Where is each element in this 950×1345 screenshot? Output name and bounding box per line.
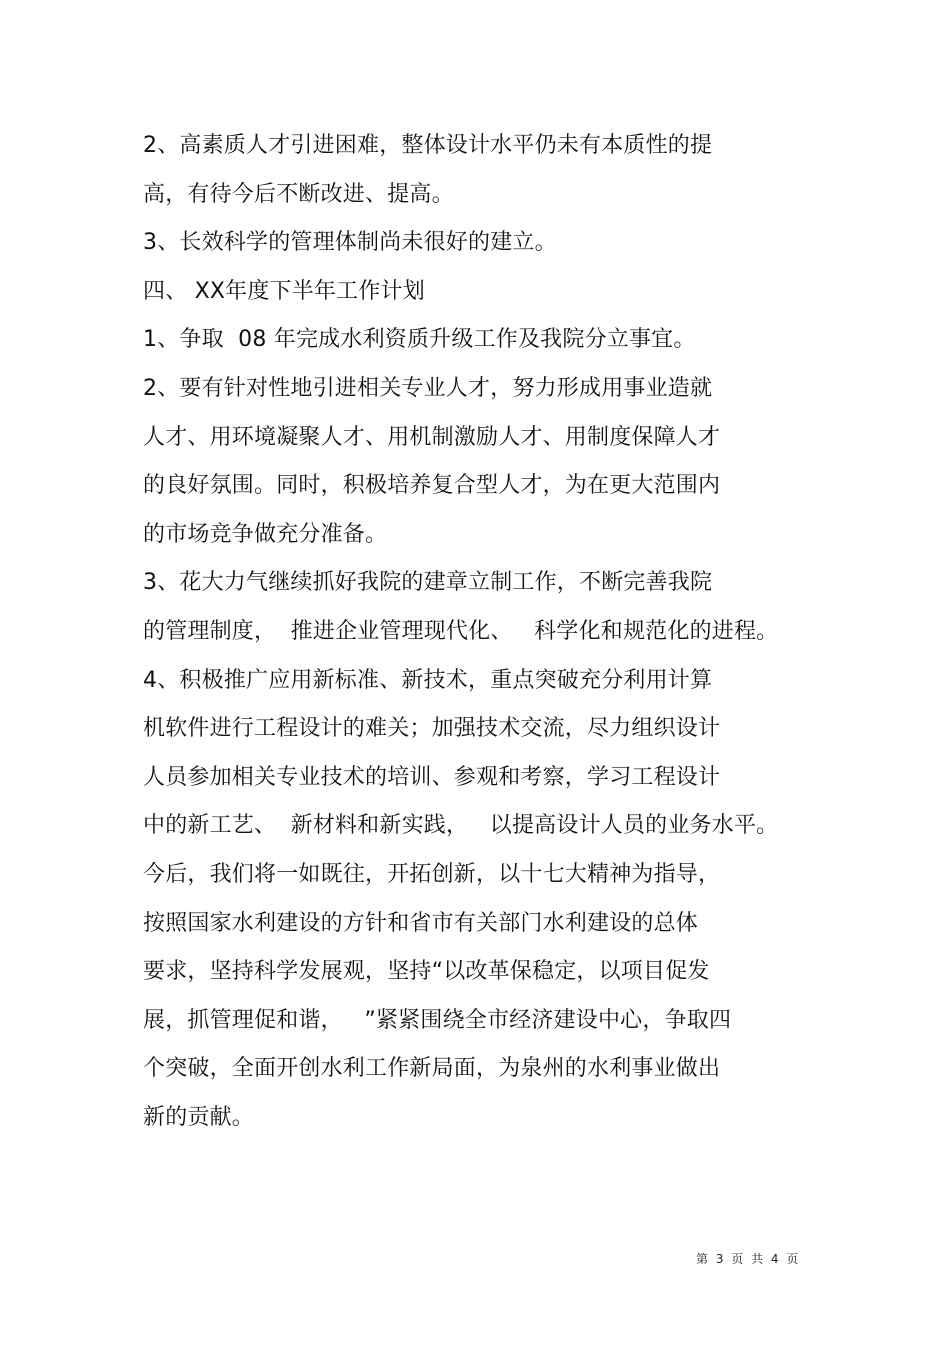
- text-line: 高，有待今后不断改进、提高。: [143, 181, 454, 207]
- text-line: 人员参加相关专业技术的培训、参观和考察，学习工程设计: [143, 764, 721, 790]
- text-line: 今后，我们将一如既往，开拓创新，以十七大精神为指导，: [143, 861, 721, 887]
- text-line: 的良好氛围。同时，积极培养复合型人才，为在更大范围内: [143, 473, 721, 499]
- text-line: 1、争取 08 年完成水利资质升级工作及我院分立事宜。: [143, 327, 696, 353]
- text-line: 的市场竞争做充分准备。: [143, 521, 388, 547]
- document-body: [143, 122, 843, 1142]
- text-line: 新的贡献。: [143, 1104, 255, 1130]
- text-line: 要求，坚持科学发展观，坚持“以改革保稳定，以项目促发: [143, 959, 710, 985]
- text-line: 个突破，全面开创水利工作新局面，为泉州的水利事业做出: [143, 1056, 721, 1082]
- text-line: 2、高素质人才引进困难，整体设计水平仍未有本质性的提: [143, 133, 713, 158]
- section-heading: 四、 XX年度下半年工作计划: [143, 278, 425, 304]
- text-line: 按照国家水利建设的方针和省市有关部门水利建设的总体: [143, 910, 699, 936]
- text-line: 机软件进行工程设计的难关；加强技术交流，尽力组织设计: [143, 716, 721, 742]
- text-line: 人才、用环境凝聚人才、用机制激励人才、用制度保障人才: [143, 424, 721, 450]
- text-line: 中的新工艺、 新材料和新实践， 以提高设计人员的业务水平。: [143, 813, 779, 839]
- text-line: 的管理制度， 推进企业管理现代化、 科学化和规范化的进程。: [143, 618, 779, 644]
- text-line: 展，抓管理促和谐， ”紧紧围绕全市经济建设中心，争取四: [143, 1007, 732, 1033]
- text-line: 4、积极推广应用新标准、新技术，重点突破充分利用计算: [143, 667, 713, 693]
- text-line: 2、要有针对性地引进相关专业人才，努力形成用事业造就: [143, 375, 713, 401]
- text-line: 3、长效科学的管理体制尚未很好的建立。: [143, 230, 557, 256]
- page-number-footer: 第 3 页 共 4 页: [696, 1252, 801, 1266]
- text-line: 3、花大力气继续抓好我院的建章立制工作，不断完善我院: [143, 570, 713, 596]
